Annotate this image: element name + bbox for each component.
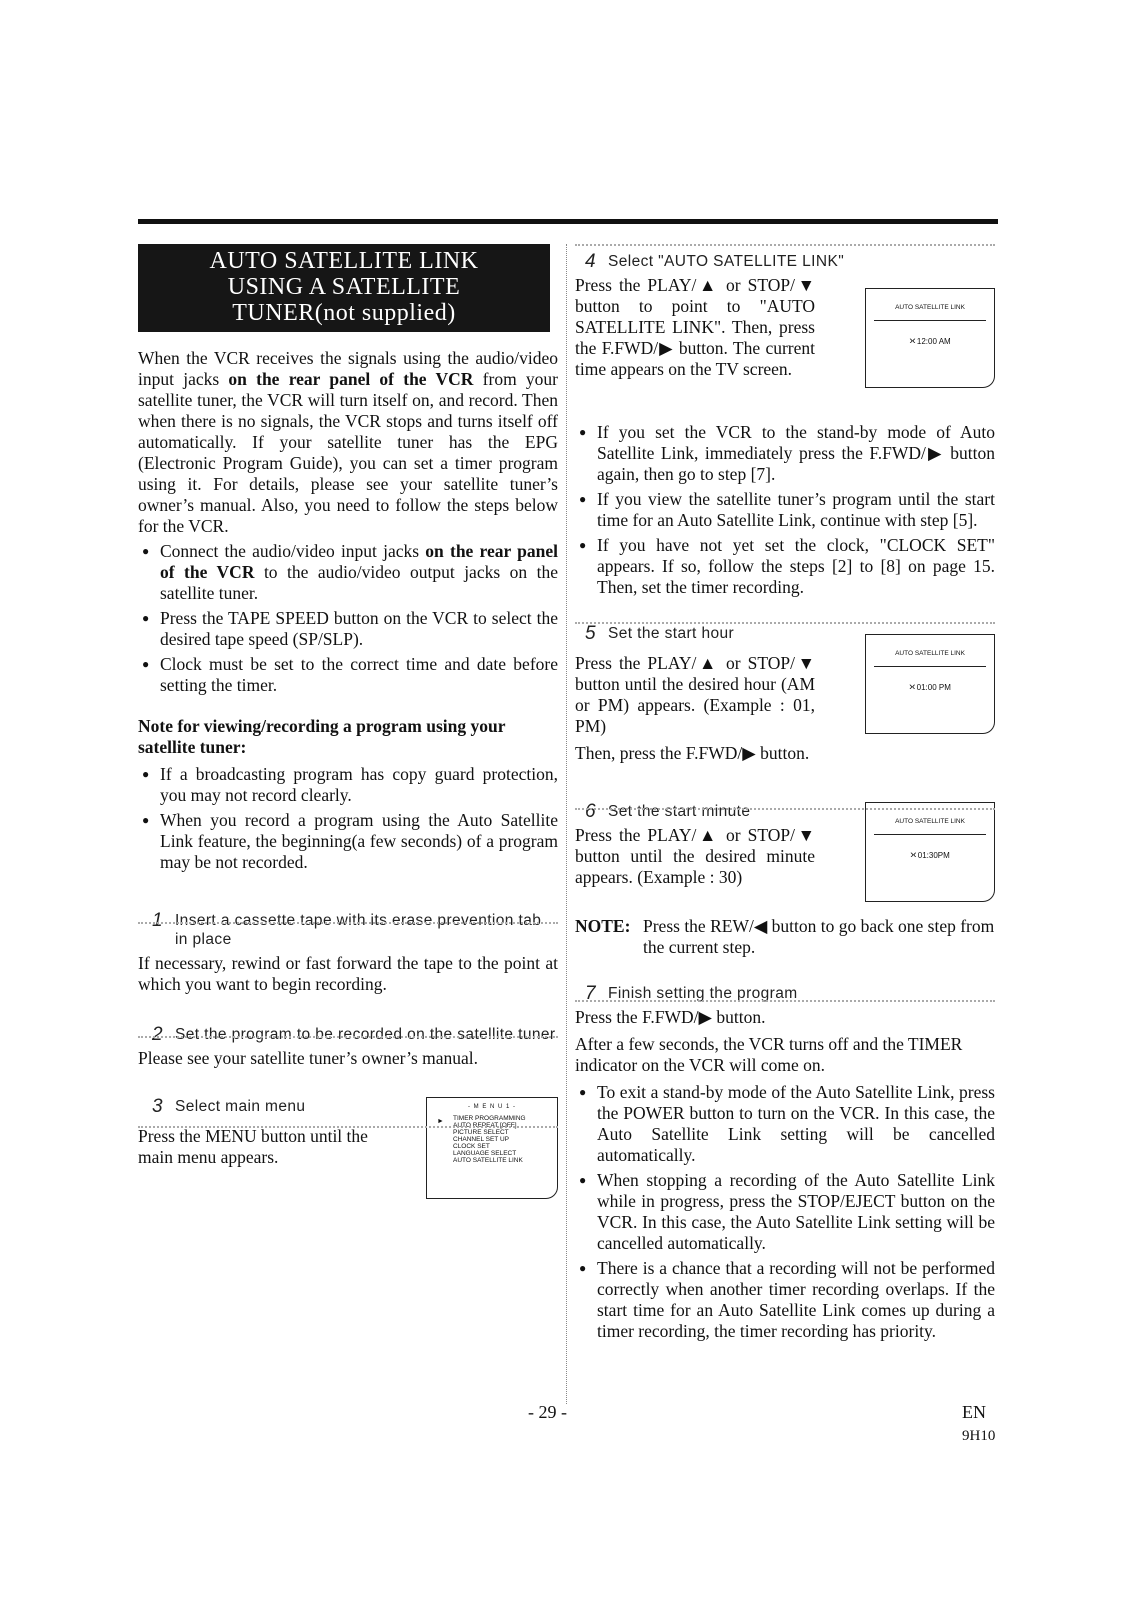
step-3-body: Press the MENU button until the main menu appears.: [138, 1126, 368, 1167]
intro-text-2: from your satellite tuner, the VCR will turn itself on, and record. Then when there is no signals, the VCR stops and turns itself off automatically. If your satellite tuner has the EPG (Electronic Program Guide), you can set a timer program using it. For details, please see your satellite tuner’s owner’s manual. Also, you need to follow the steps below for the VCR.: [138, 369, 558, 536]
screen-step-5-time: [866, 677, 994, 698]
menu-screen-title: - M E N U 1 -: [467, 1104, 516, 1110]
separator: [575, 622, 995, 624]
intro-text-1: When the VCR receives the signals using the audio/video input jacks: [138, 348, 558, 389]
page-number: - 29 -: [528, 1402, 567, 1422]
screen-step-4-ampm: AM: [938, 337, 951, 346]
separator: [138, 922, 558, 924]
intro-bold: on the rear panel of the VCR: [228, 369, 474, 389]
step-6-heading: Set the start minute: [607, 803, 751, 820]
step-2-heading: Set the program to be recorded on the satellite tuner: [174, 1026, 556, 1043]
step-1-number: 1: [152, 910, 163, 931]
screen-step-5-ampm: PM: [938, 683, 951, 692]
step-2-number: 2: [152, 1024, 163, 1045]
title-line-1: AUTO SATELLITE LINK: [209, 248, 479, 274]
screen-step-6-clock: 01:30: [917, 851, 938, 860]
step-7-heading: Finish setting the program: [607, 985, 798, 1002]
menu-item: CLOCK SET: [453, 1143, 490, 1150]
step-4-heading: Select "AUTO SATELLITE LINK": [607, 253, 845, 270]
step-7-bullets: [575, 1082, 995, 1342]
step-4-bullet: ● If you have not yet set the clock, "CLOCK SET" appears. If so, follow the steps [2] to [8] on page 15. Then, set the timer recording.: [575, 535, 995, 598]
menu-items: [453, 1115, 557, 1164]
screen-step-6-time: [866, 845, 994, 866]
screen-step-6: [865, 802, 995, 902]
top-rule: [138, 219, 998, 224]
step-4-number: 4: [585, 251, 596, 272]
screen-step-5-title: AUTO SATELLITE LINK: [874, 639, 986, 667]
step-3: [138, 1097, 558, 1199]
title-line-3: TUNER(not supplied): [232, 300, 456, 326]
step-4: [575, 252, 995, 388]
step-5-body-2: Then, press the F.FWD/▶ button.: [575, 743, 810, 763]
screen-step-4-clock: 12:00: [916, 337, 937, 346]
step-7-body-2: After a few seconds, the VCR turns off and the TIMER indicator on the VCR will come on.: [575, 1034, 963, 1075]
step-6: [575, 802, 995, 902]
step-5-body: Press the PLAY/▲ or STOP/▼ button until the desired hour (AM or PM) appears. (Example : 01, PM): [575, 653, 815, 736]
screen-step-4-time: [866, 331, 994, 352]
language-code: EN: [962, 1402, 986, 1422]
note-bullets: [138, 764, 558, 873]
note-rew: [575, 916, 995, 958]
step-6-title: [571, 802, 815, 821]
step-5-heading: Set the start hour: [607, 625, 735, 642]
separator: [138, 1036, 558, 1038]
step-1-heading: Insert a cassette tape with its erase prevention tab in place: [174, 912, 542, 948]
right-column: [575, 244, 995, 1346]
setup-bullets: [138, 541, 558, 696]
step-4-body: Press the PLAY/▲ or STOP/▼ button to point to "AUTO SATELLITE LINK". Then, press the F.FWD/▶ button. The current time appears on the TV screen.: [575, 275, 815, 379]
left-column: [138, 244, 558, 1199]
screen-step-6-title: AUTO SATELLITE LINK: [874, 807, 986, 835]
menu-item: CHANNEL SET UP: [453, 1136, 509, 1143]
note-bullet-beginning: ● When you record a program using the Auto Satellite Link feature, the beginning(a few seconds) of a program may be not recorded.: [138, 810, 558, 873]
menu-item: TIMER PROGRAMMING: [453, 1115, 526, 1122]
section-title: [138, 244, 550, 332]
step-3-number: 3: [152, 1096, 163, 1117]
step-7-bullet: ● When stopping a recording of the Auto Satellite Link while in progress, press the STOP/EJECT button on the VCR. In this case, the Auto Satellite Link setting will be cancelled automatically.: [575, 1170, 995, 1254]
step-5-number: 5: [585, 623, 596, 644]
separator: [575, 808, 995, 810]
step-4-bullet: ● If you view the satellite tuner’s program until the start time for an Auto Satellite Link, continue with step [5].: [575, 489, 995, 531]
step-1-title: [138, 911, 558, 949]
intro-paragraph: [138, 348, 558, 537]
step-6-number: 6: [585, 801, 596, 822]
bullet-connect-text-1: Connect the audio/video input jacks: [160, 541, 426, 561]
screen-step-5-clock: 01:00: [916, 683, 937, 692]
note-label: NOTE:: [575, 916, 631, 936]
menu-item: AUTO SATELLITE LINK: [453, 1157, 523, 1164]
menu-item: PICTURE SELECT: [453, 1129, 509, 1136]
separator: [575, 1000, 995, 1002]
bullet-clock: ● Clock must be set to the correct time and date before setting the timer.: [138, 654, 558, 696]
menu-item: LANGUAGE SELECT: [453, 1150, 517, 1157]
step-4-title: [571, 251, 845, 272]
column-divider: [566, 244, 567, 1404]
screen-step-4: [865, 288, 995, 388]
bullet-connect-bold: on the rear panel of the VCR: [160, 541, 558, 582]
note-bullet-copy-guard: ● If a broadcasting program has copy guard protection, you may not record clearly.: [138, 764, 558, 806]
title-line-2: USING A SATELLITE: [227, 274, 461, 300]
model-code: 9H10: [962, 1428, 996, 1444]
blink-icon: ›‹: [909, 681, 915, 693]
note-heading: Note for viewing/recording a program using your satellite tuner:: [138, 716, 506, 757]
bullet-connect-text-2: to the audio/video output jacks on the satellite tuner.: [160, 562, 558, 603]
step-3-heading: Select main menu: [174, 1098, 306, 1115]
step-5: [575, 624, 995, 770]
screen-step-6-ampm: PM: [937, 851, 950, 860]
menu-screen: [426, 1097, 558, 1199]
step-6-body: Press the PLAY/▲ or STOP/▼ button until the desired minute appears. (Example : 30): [575, 825, 815, 887]
bullet-connect: [138, 541, 558, 604]
step-4-bullets: [575, 422, 995, 598]
bullet-tape-speed: ● Press the TAPE SPEED button on the VCR to select the desired tape speed (SP/SLP).: [138, 608, 558, 650]
screen-step-4-title: AUTO SATELLITE LINK: [874, 293, 986, 321]
menu-item: AUTO REPEAT [OFF]: [453, 1122, 517, 1129]
blink-icon: ›‹: [910, 849, 916, 861]
step-5-title: [571, 624, 815, 643]
step-3-title: [138, 1097, 388, 1116]
step-7-body: Press the F.FWD/▶ button.: [575, 1007, 766, 1027]
menu-pointer-icon: ►: [437, 1118, 444, 1125]
step-1-body: If necessary, rewind or fast forward the tape to the point at which you want to begin recording.: [138, 953, 558, 994]
step-4-bullet: ● If you set the VCR to the stand-by mode of Auto Satellite Link, immediately press the F.FWD/▶ button again, then go to step [7].: [575, 422, 995, 485]
step-2-title: [138, 1025, 558, 1044]
note-text: Press the REW/◀ button to go back one step from the current step.: [643, 916, 995, 957]
step-7-bullet: ● There is a chance that a recording will not be performed correctly when another timer recording overlaps. If the start time for an Auto Satellite Link comes up during a timer recording, the timer recording has priority.: [575, 1258, 995, 1342]
step-2-body: Please see your satellite tuner’s owner’s manual.: [138, 1048, 479, 1068]
step-7-bullet: ● To exit a stand-by mode of the Auto Satellite Link, press the POWER button to turn on the VCR. In this case, the Auto Satellite Link setting will be cancelled automatically.: [575, 1082, 995, 1166]
separator: [138, 1126, 558, 1128]
blink-icon: ›‹: [909, 335, 915, 347]
separator: [575, 244, 995, 246]
step-7-number: 7: [585, 983, 596, 1004]
screen-step-5: [865, 634, 995, 734]
